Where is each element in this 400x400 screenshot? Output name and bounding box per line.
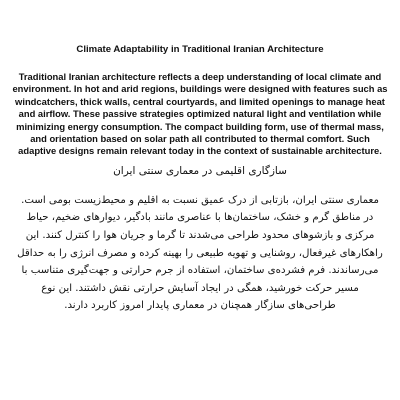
persian-title: سازگاری اقلیمی در معماری سنتی ایران bbox=[113, 164, 287, 177]
persian-paragraph: معماری سنتی ایران، بازتابی از درک عمیق نسبت به اقلیم و محیط‌زیست بومی است. در مناطق گرم و خشک، ساختمان‌ها با عناصری مانند بادگیر، دیوارهای ضخیم، حیاط مرکزی و بازشوهای محدود طراحی می‌شدند تا گرما و جریان هوا را کنترل کنند. این راهکارهای غیرفعال، روشنایی و تهویه طبیعی را بهینه کرده و مصرف انرژی را به حداقل می‌رساندند. فرم فشرده‌ی ساختمان، استفاده از جرم حرارتی و جهت‌گیری متناسب با مسیر حرکت خورشید، همگی در ایجاد آسایش حرارتی نقش داشتند. این نوع طراحی‌های سازگار همچنان در معماری پایدار امروز کاربرد دارند. bbox=[17, 194, 383, 312]
english-title: Climate Adaptability in Traditional Iranian Architecture bbox=[76, 44, 324, 55]
english-paragraph: Traditional Iranian architecture reflects a deep understanding of local climate and environment. In hot and arid regions, buildings were designed with features such as windcatchers, thick walls, central courtyards, and limited openings to manage heat and airflow. These passive strategies optimized natural light and ventilation while minimizing energy consumption. The compact building form, use of thermal mass, and orientation based on solar path all contributed to thermal comfort. Such adaptive designs remain relevant today in the context of sustainable architecture. bbox=[12, 71, 388, 157]
